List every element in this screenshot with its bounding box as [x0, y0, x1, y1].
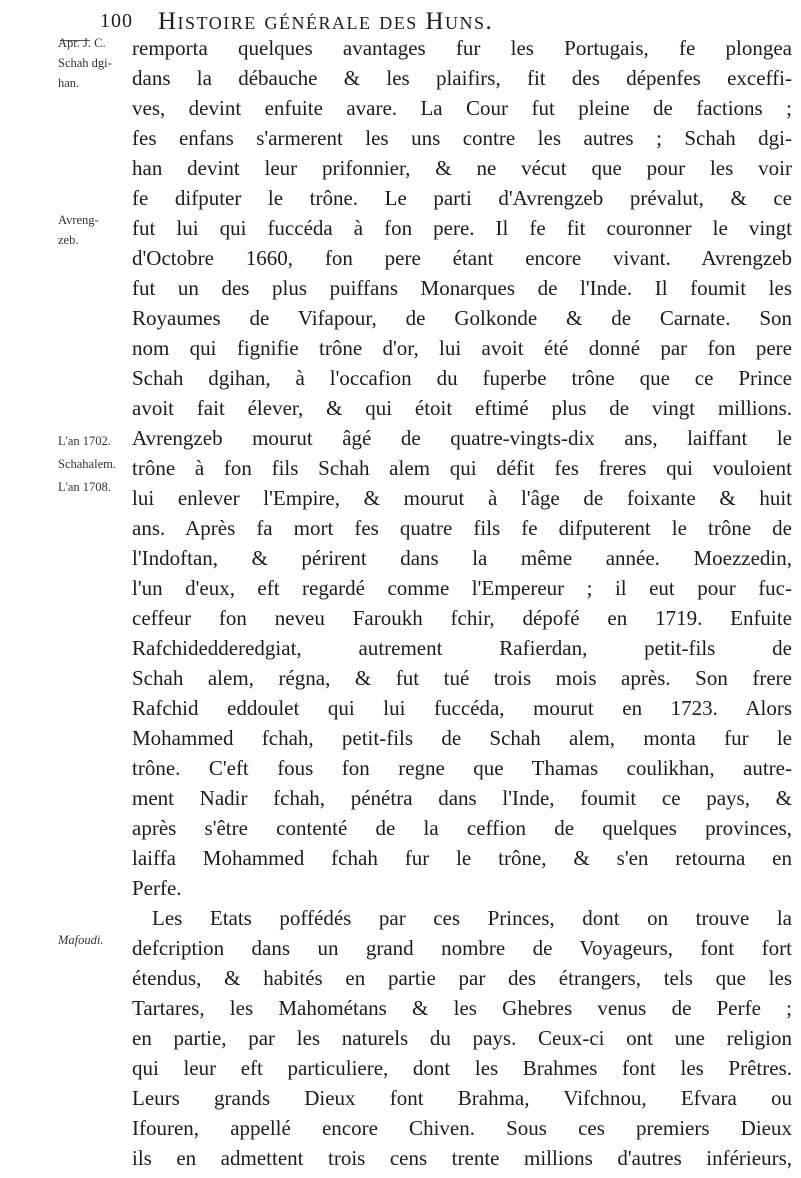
text-line: Schah alem, régna, & fut tué trois mois après. Son frere: [132, 666, 792, 690]
text-line: dans la débauche & les plaifirs, fit des dépenfes exceffi-: [132, 66, 792, 90]
text-line: avoit fait élever, & qui étoit eftimé plus de vingt millions.: [132, 396, 792, 420]
text-line: han devint leur prifonnier, & ne vécut que pour les voir: [132, 156, 792, 180]
text-line: laiffa Mohammed fchah fur le trône, & s'en retourna en: [132, 846, 792, 870]
margin-note-schahalem: Schahalem.: [58, 457, 116, 471]
text-line: Les Etats poffédés par ces Princes, dont on trouve la: [152, 906, 792, 930]
margin-note-schah-dgihan-cont: han.: [58, 76, 80, 90]
text-line: fe difputer le trône. Le parti d'Avrengzeb prévalut, & ce: [132, 186, 792, 210]
margin-note-date: Apr. J. C.: [58, 36, 106, 50]
text-line: ment Nadir fchah, pénétra dans l'Inde, foumit ce pays, &: [132, 786, 792, 810]
text-line: après s'être contenté de la ceffion de quelques provinces,: [132, 816, 792, 840]
text-line: en partie, par les naturels du pays. Ceux-ci ont une religion: [132, 1026, 792, 1050]
margin-note-year-1702: L'an 1702.: [58, 434, 111, 448]
text-line: qui leur eft particuliere, dont les Brahmes font les Prêtres.: [132, 1056, 792, 1080]
text-line: Rafchidedderedgiat, autrement Rafierdan, petit-fils de: [132, 636, 792, 660]
page-number: 100: [100, 10, 133, 32]
text-line: trône à fon fils Schah alem qui défit fes freres qui vouloient: [132, 456, 792, 480]
text-line: Tartares, les Mahométans & les Ghebres venus de Perfe ;: [132, 996, 792, 1020]
text-line: Schah dgihan, à l'occafion du fuperbe trône que ce Prince: [132, 366, 792, 390]
text-line: fut un des plus puiffans Monarques de l'Inde. Il foumit les: [132, 276, 792, 300]
text-line: Avrengzeb mourut âgé de quatre-vingts-dix ans, laiffant le: [132, 426, 792, 450]
text-line: remporta quelques avantages fur les Portugais, fe plongea: [132, 36, 792, 60]
margin-note-avrengzeb: Avreng-: [58, 213, 99, 227]
text-line: ves, devint enfuite avare. La Cour fut pleine de factions ;: [132, 96, 792, 120]
text-line: Mohammed fchah, petit-fils de Schah alem, monta fur le: [132, 726, 792, 750]
margin-note-year-1708: L'an 1708.: [58, 480, 111, 494]
text-line: fes enfans s'armerent les uns contre les autres ; Schah dgi-: [132, 126, 792, 150]
text-line: l'Indoftan, & périrent dans la même année. Moezzedin,: [132, 546, 792, 570]
text-line: Royaumes de Vifapour, de Golkonde & de Carnate. Son: [132, 306, 792, 330]
text-line: l'un d'eux, eft regardé comme l'Empereur ; il eut pour fuc-: [132, 576, 792, 600]
text-line: Ifouren, appellé encore Chiven. Sous ces premiers Dieux: [132, 1116, 792, 1140]
text-line: nom qui fignifie trône d'or, lui avoit été donné par fon pere: [132, 336, 792, 360]
text-line: ceffeur fon neveu Faroukh fchir, dépofé en 1719. Enfuite: [132, 606, 792, 630]
text-line: Leurs grands Dieux font Brahma, Vifchnou, Efvara ou: [132, 1086, 792, 1110]
margin-note-schah-dgihan: Schah dgi-: [58, 56, 112, 70]
text-line: ans. Après fa mort fes quatre fils fe difputerent le trône de: [132, 516, 792, 540]
text-line: fut lui qui fuccéda à fon pere. Il fe fit couronner le vingt: [132, 216, 792, 240]
running-title: Histoire générale des Huns.: [158, 8, 494, 35]
text-line: defcription dans un grand nombre de Voyageurs, font fort: [132, 936, 792, 960]
margin-note-mafoudi: Mafoudi.: [58, 933, 104, 947]
text-line: lui enlever l'Empire, & mourut à l'âge de foixante & huit: [132, 486, 792, 510]
text-line: Rafchid eddoulet qui lui fuccéda, mourut en 1723. Alors: [132, 696, 792, 720]
text-line: ils en admettent trois cens trente millions d'autres inférieurs,: [132, 1146, 792, 1170]
text-line: d'Octobre 1660, fon pere étant encore vivant. Avrengzeb: [132, 246, 792, 270]
text-line: Perfe.: [132, 876, 182, 900]
margin-note-avrengzeb-cont: zeb.: [58, 233, 79, 247]
text-line: trône. C'eft fous fon regne que Thamas coulikhan, autre-: [132, 756, 792, 780]
text-line: étendus, & habités en partie par des étrangers, tels que les: [132, 966, 792, 990]
